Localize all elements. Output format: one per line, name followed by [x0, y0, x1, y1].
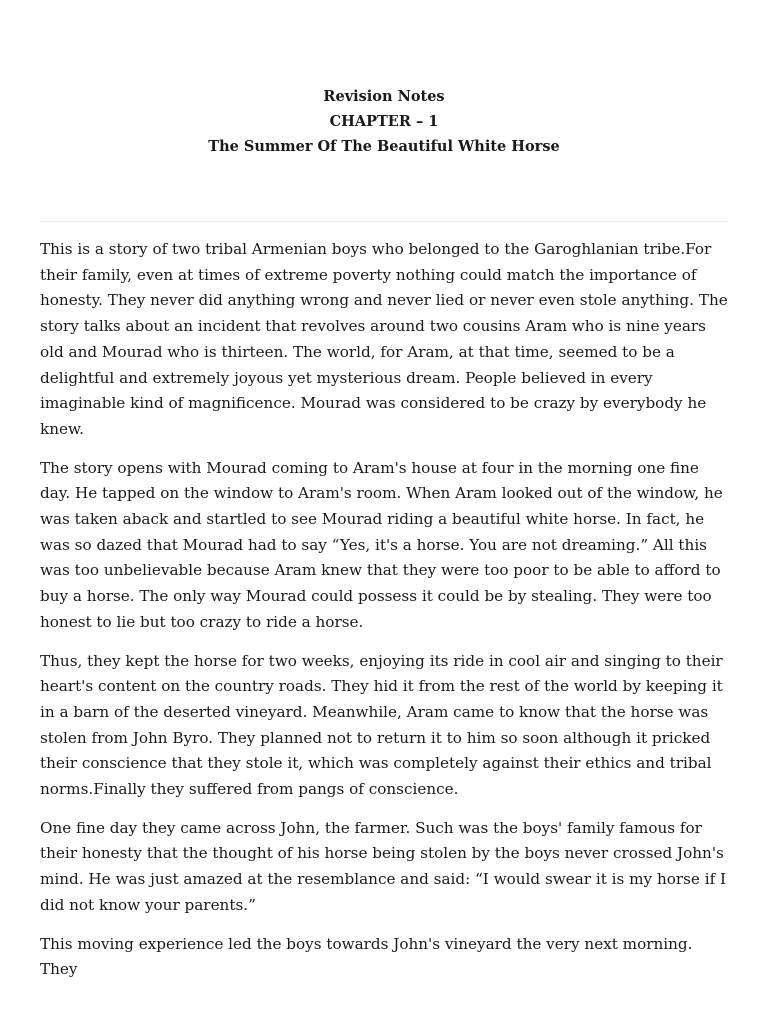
story-title: The Summer Of The Beautiful White Horse	[208, 138, 560, 155]
paragraph: One fine day they came across John, the farmer. Such was the boys' family famous for their honesty that the thought of his horse being stolen by the boys never crossed John's mind. He was just amazed at the resemblance and said: “I would swear it is my horse if I did not know your parents.”	[40, 818, 727, 914]
revision-notes-heading: Revision Notes	[323, 88, 445, 105]
chapter-heading: CHAPTER – 1	[329, 113, 439, 130]
document-header	[0, 84, 768, 159]
paragraph: This is a story of two tribal Armenian boys who belonged to the Garoghlanian tribe.For their family, even at times of extreme poverty nothing could match the importance of honesty. They never did anything wrong and never lied or never even stole anything. The story talks about an incident that revolves around two cousins Aram who is nine years old and Mourad who is thirteen. The world, for Aram, at that time, seemed to be a delightful and extremely joyous yet mysterious dream. People believed in every imaginable kind of magnificence. Mourad was considered to be crazy by everybody he knew.	[40, 240, 728, 438]
paragraph: This moving experience led the boys towards John's vineyard the very next morning. They	[40, 934, 693, 979]
document-body	[40, 237, 730, 996]
header-divider	[40, 221, 728, 222]
paragraph: Thus, they kept the horse for two weeks, enjoying its ride in cool air and singing to their heart's content on the country roads. They hid it from the rest of the world by keeping it in a barn of the deserted vineyard. Meanwhile, Aram came to know that the horse was stolen from John Byro. They planned not to return it to him so soon although it pricked their conscience that they stole it, which was completely against their ethics and tribal norms.Finally they suffered from pangs of conscience.	[40, 651, 723, 799]
paragraph: The story opens with Mourad coming to Aram's house at four in the morning one fine day. He tapped on the window to Aram's room. When Aram looked out of the window, he was taken aback and startled to see Mourad riding a beautiful white horse. In fact, he was so dazed that Mourad had to say “Yes, it's a horse. You are not dreaming.” All this was too unbelievable because Aram knew that they were too poor to be able to afford to buy a horse. The only way Mourad could possess it could be by stealing. They were too honest to lie but too crazy to ride a horse.	[40, 458, 723, 631]
